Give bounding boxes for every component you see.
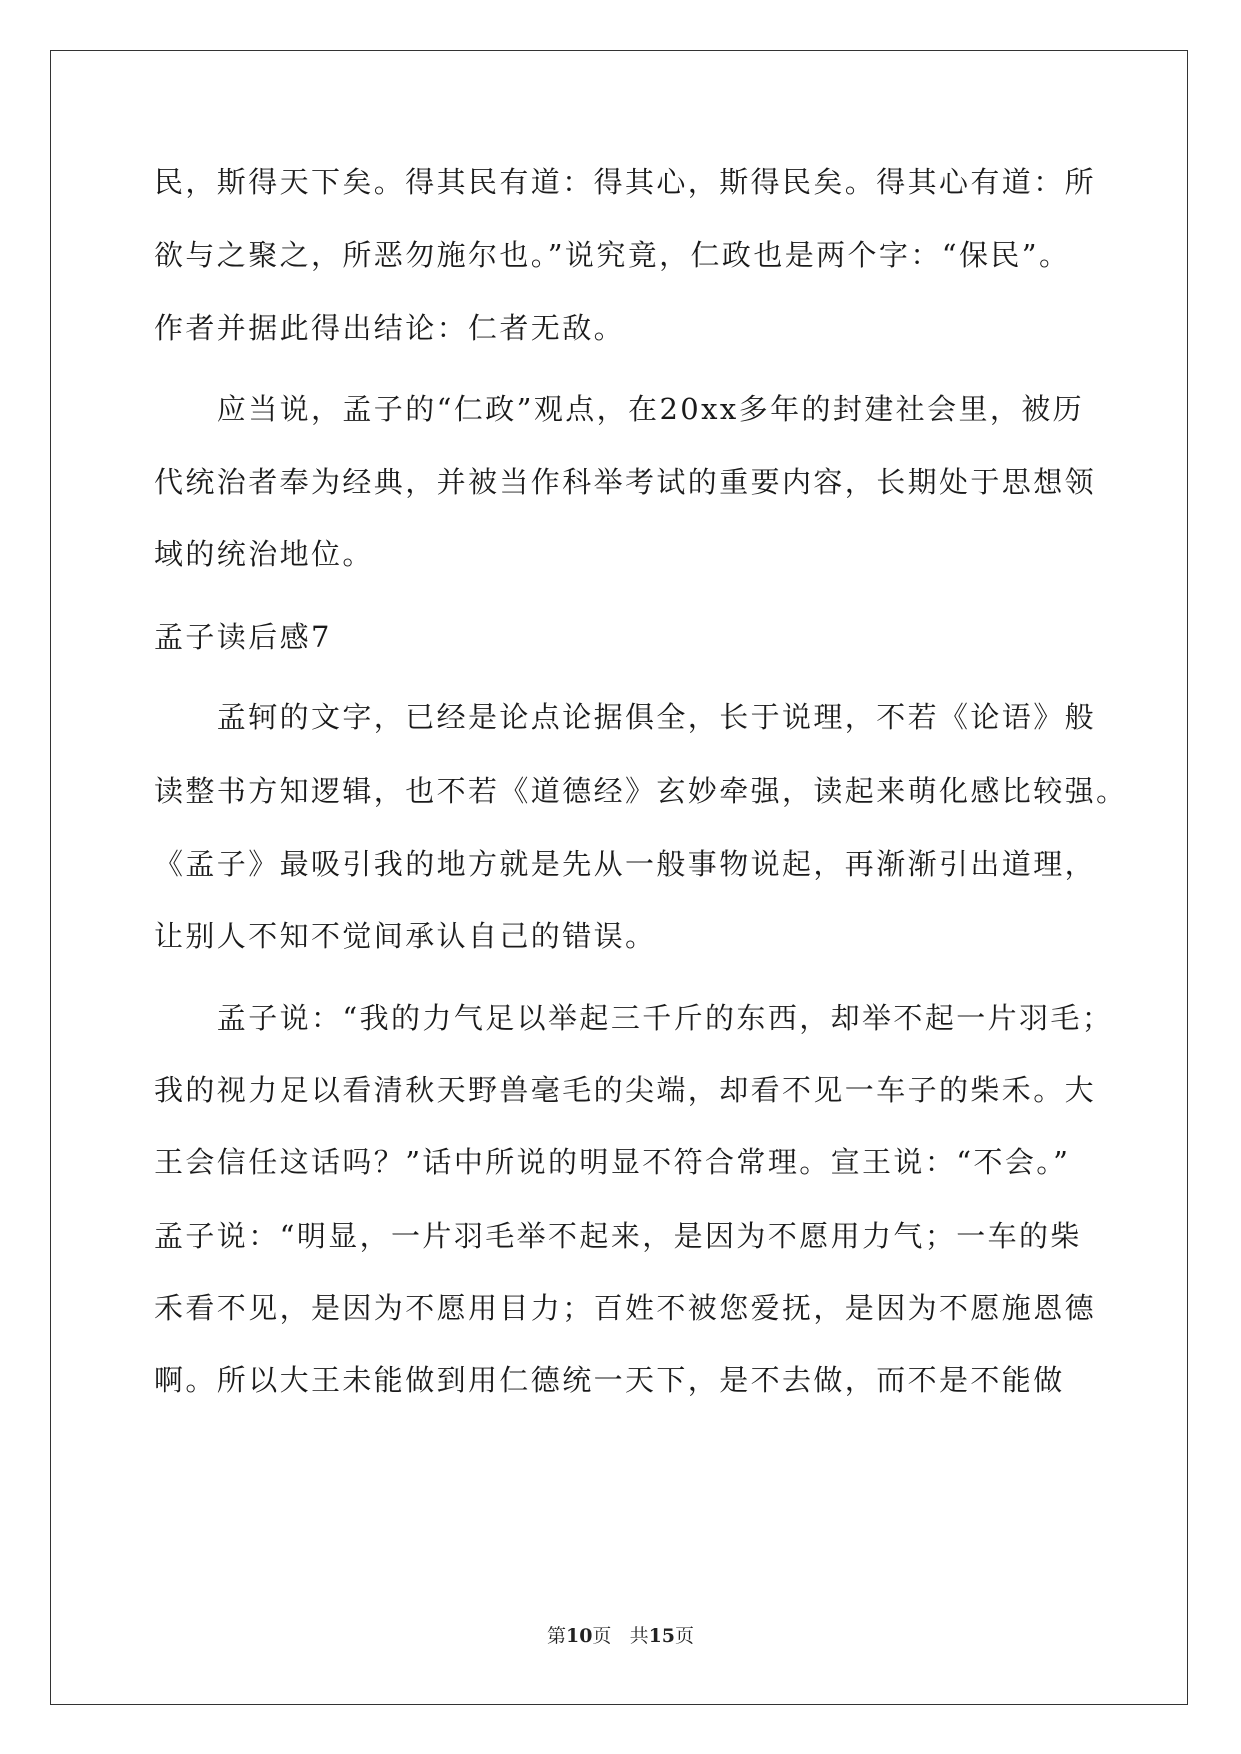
text-line: 让别人不知不觉间承认自己的错误。 (154, 919, 657, 953)
text-line: 域的统治地位。 (154, 537, 374, 571)
text-line: 孟轲的文字，已经是论点论据俱全，长于说理，不若《论语》般 (154, 700, 1097, 734)
text-line: 欲与之聚之，所恶勿施尔也。”说究竟，仁政也是两个字：“保民”。 (154, 238, 1071, 272)
page-footer (0, 1624, 1241, 1648)
text-line: 读整书方知逻辑，也不若《道德经》玄妙牵强，读起来萌化感比较强。 (154, 774, 1128, 808)
text-line: 孟子说：“我的力气足以举起三千斤的东西，却举不起一片羽毛； (154, 1001, 1114, 1035)
text-line: 啊。所以大王未能做到用仁德统一天下，是不去做，而不是不能做 (154, 1363, 1065, 1397)
text-line: 作者并据此得出结论：仁者无敌。 (154, 311, 626, 345)
text-line: 禾看不见，是因为不愿用目力；百姓不被您爱抚，是因为不愿施恩德 (154, 1291, 1097, 1325)
page-unit: 页 (592, 1625, 612, 1647)
text-line: 我的视力足以看清秋天野兽毫毛的尖端，却看不见一车子的柴禾。大 (154, 1073, 1097, 1107)
text-line: 代统治者奉为经典，并被当作科举考试的重要内容，长期处于思想领 (154, 465, 1097, 499)
page-total: 15 (648, 1625, 676, 1647)
footer-gap (611, 1625, 629, 1647)
page-current: 10 (565, 1625, 593, 1647)
text-line: 《孟子》最吸引我的地方就是先从一般事物说起，再渐渐引出道理， (154, 847, 1097, 881)
page-prefix: 第 (546, 1625, 566, 1647)
total-unit: 页 (675, 1625, 695, 1647)
text-line: 王会信任这话吗？”话中所说的明显不符合常理。宣王说：“不会。” (154, 1145, 1071, 1179)
text-line: 民，斯得天下矣。得其民有道：得其心，斯得民矣。得其心有道：所 (154, 165, 1097, 199)
text-line: 应当说，孟子的“仁政”观点，在20xx多年的封建社会里，被历 (154, 392, 1085, 426)
text-line: 孟子说：“明显，一片羽毛举不起来，是因为不愿用力气；一车的柴 (154, 1219, 1082, 1253)
section-heading: 孟子读后感7 (154, 620, 332, 654)
total-prefix: 共 (629, 1625, 649, 1647)
